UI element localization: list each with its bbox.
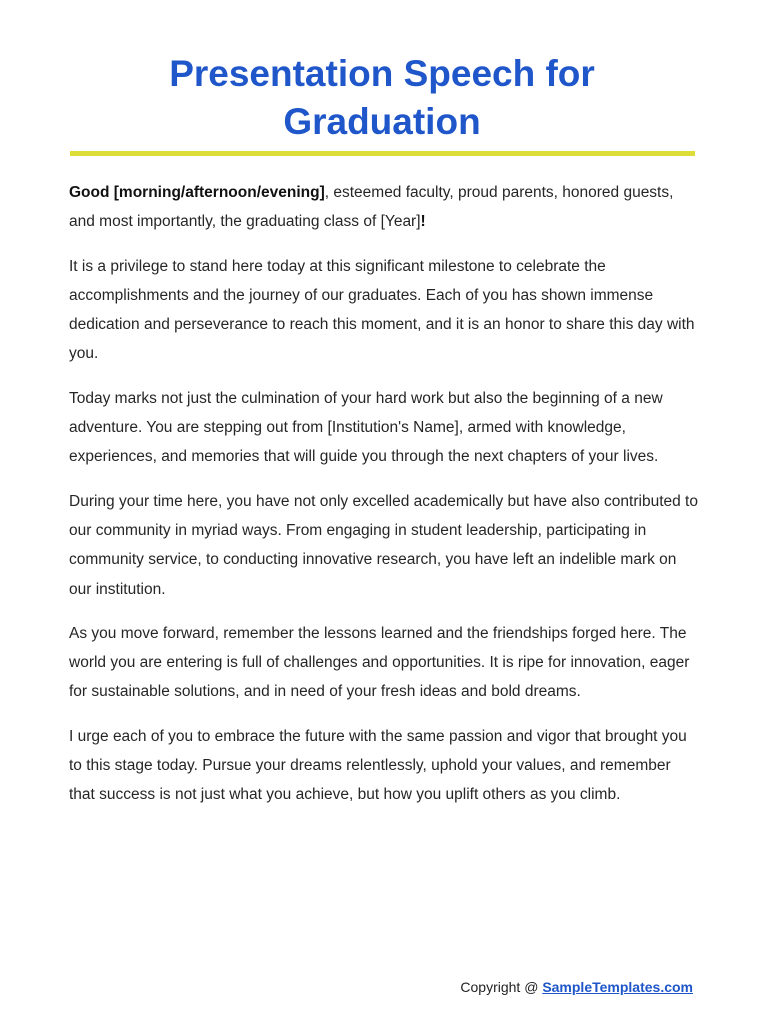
paragraph-5: I urge each of you to embrace the future with the same passion and vigor that brought you to this stage today. Pursue your dreams relentlessly, uphold your values, and remember that success is not just what you achieve, but how you uplift others as you climb. bbox=[69, 727, 687, 804]
document-title: Presentation Speech for Graduation bbox=[169, 53, 595, 142]
paragraph-2: Today marks not just the culmination of your hard work but also the beginning of a new adventure. You are stepping out from [Institution's Name], armed with knowledge, experiences, and memories that will guide you through the next chapters of your lives. bbox=[69, 389, 663, 466]
copyright-footer bbox=[460, 977, 693, 997]
paragraph-4: As you move forward, remember the lessons learned and the friendships forged here. The world you are entering is full of challenges and opportunities. It is ripe for innovation, eager for sustainable solutions, and in need of your fresh ideas and bold dreams. bbox=[69, 624, 690, 701]
paragraph-1: It is a privilege to stand here today at this significant milestone to celebrate the accomplishments and the journey of our graduates. Each of you has shown immense dedication and perseverance to reach this moment, and it is an honor to share this day with you. bbox=[69, 257, 695, 363]
title-divider bbox=[70, 151, 695, 156]
sampletemplates-link[interactable]: SampleTemplates.com bbox=[542, 979, 693, 995]
greeting-rest: , esteemed faculty, proud parents, honored guests, and most importantly, the graduating class of [Year] bbox=[69, 184, 674, 231]
greeting-bold-open: Good [morning/afternoon/evening] bbox=[69, 184, 325, 201]
paragraph-3: During your time here, you have not only excelled academically but have also contributed to our community in myriad ways. From engaging in student leadership, participating in community service, to conducting innovative research, you have left an indelible mark on our institution. bbox=[69, 492, 698, 598]
copyright-text: Copyright @ bbox=[460, 979, 543, 995]
greeting-paragraph bbox=[69, 178, 699, 237]
speech-body bbox=[69, 178, 699, 825]
greeting-bold-close: ! bbox=[420, 213, 426, 231]
